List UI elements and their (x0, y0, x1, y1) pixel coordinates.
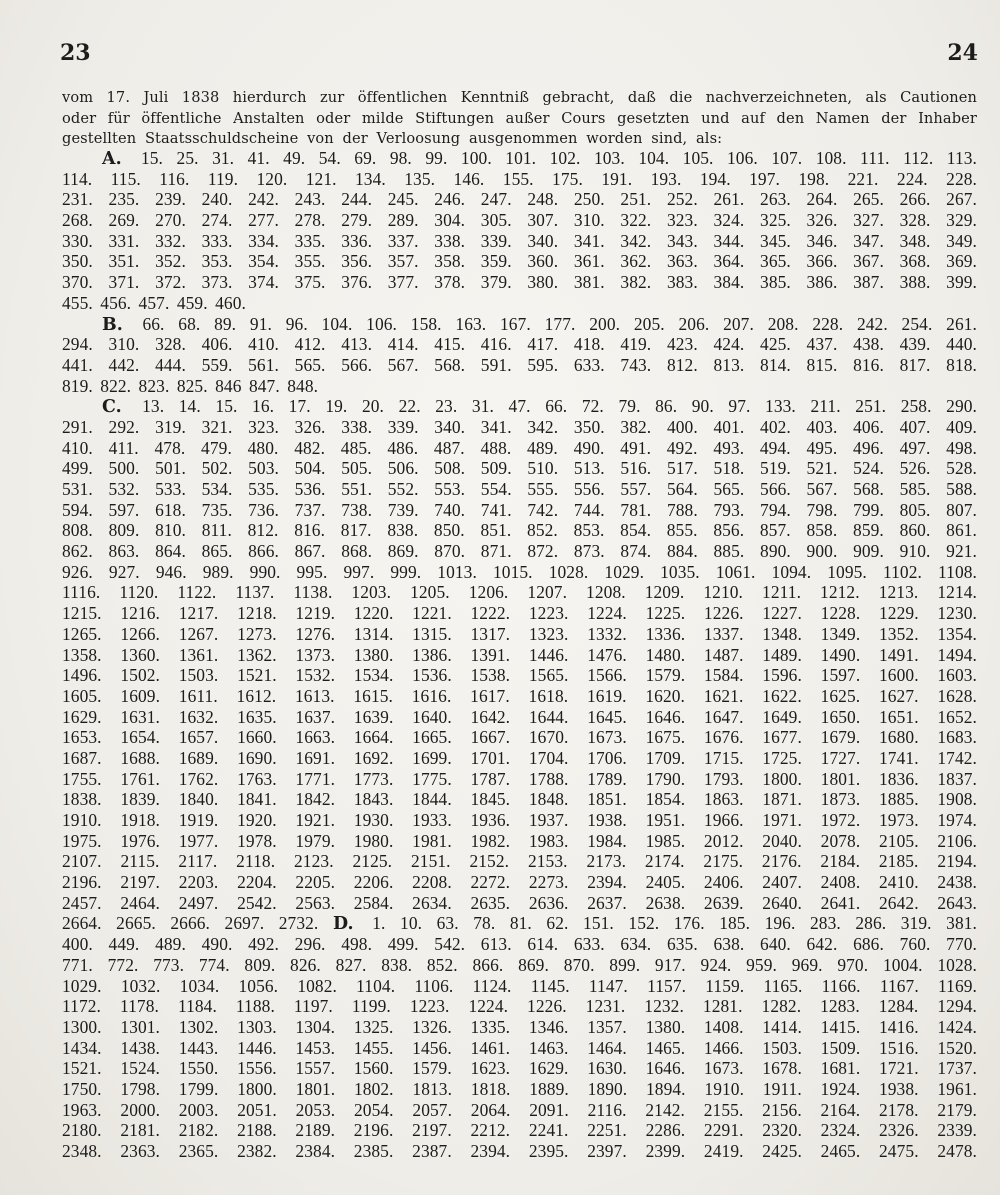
number-text: 499. 500. 501. 502. 503. 504. 505. 506. 508. 509. 510. 513. 516. 517. 518. 519. 521. 524. 526. 528. (62, 458, 977, 479)
number-line (62, 934, 977, 955)
number-text: 1265. 1266. 1267. 1273. 1276. 1314. 1315. 1317. 1323. 1332. 1336. 1337. 1348. 1349. 1352. 1354. (62, 623, 977, 644)
number-text: 1750. 1798. 1799. 1800. 1801. 1802. 1813. 1818. 1889. 1890. 1894. 1910. 1911. 1924. 1938. 1961. (62, 1078, 977, 1099)
number-text: 1215. 1216. 1217. 1218. 1219. 1220. 1221. 1222. 1223. 1224. 1225. 1226. 1227. 1228. 1229. 1230. (62, 603, 977, 624)
number-text: 1910. 1918. 1919. 1920. 1921. 1930. 1933. 1936. 1937. 1938. 1951. 1966. 1971. 1972. 1973. 1974. (62, 810, 977, 830)
number-line (62, 251, 977, 272)
number-text: 2107. 2115. 2117. 2118. 2123. 2125. 2151. 2152. 2153. 2173. 2174. 2175. 2176. 2184. 2185. 2194. (62, 851, 977, 872)
number-line (62, 1141, 977, 1162)
number-text: 13. 14. 15. 16. 17. 19. 20. 22. 23. 31. 47. 66. 72. 79. 86. 90. 97. 133. 211. 251. 258. 290. (142, 396, 977, 417)
number-text: 1755. 1761. 1762. 1763. 1771. 1773. 1775. 1787. 1788. 1789. 1790. 1793. 1800. 1801. 1836. 1837. (62, 768, 977, 789)
number-line (62, 707, 977, 728)
number-line (62, 189, 977, 210)
number-line (62, 645, 977, 666)
number-line (62, 893, 977, 914)
number-text: 15. 25. 31. 41. 49. 54. 69. 98. 99. 100. 101. 102. 103. 104. 105. 106. 107. 108. 111. 112. 113. (140, 148, 977, 168)
number-line (62, 789, 977, 810)
number-text: 808. 809. 810. 811. 812. 816. 817. 838. 850. 851. 852. 853. 854. 855. 856. 857. 858. 859. 860. 861. (62, 520, 977, 541)
number-text: 268. 269. 270. 274. 277. 278. 279. 289. 304. 305. 307. 310. 322. 323. 324. 325. 326. 327. 328. 329. (62, 210, 977, 231)
number-line (62, 231, 977, 252)
number-line (62, 479, 977, 500)
number-line (62, 727, 977, 748)
page-number-right: 24 (947, 40, 978, 66)
number-text: 441. 442. 444. 559. 561. 565. 566. 567. 568. 591. 595. 633. 743. 812. 813. 814. 815. 816. 817. 818. (62, 354, 977, 375)
number-text: 294. 310. 328. 406. 410. 412. 413. 414. 415. 416. 417. 418. 419. 423. 424. 425. 437. 438. 439. 440. (62, 334, 977, 355)
number-line (62, 996, 977, 1017)
intro-line: gestellten Staatsschuldscheine von der Verloosung ausgenommen worden sind, als: (62, 130, 723, 148)
number-line (62, 520, 977, 541)
number-text: 1838. 1839. 1840. 1841. 1842. 1843. 1844. 1845. 1848. 1851. 1854. 1863. 1871. 1873. 1885. 1908. (62, 789, 977, 810)
number-line (62, 1100, 977, 1121)
number-text: 2457. 2464. 2497. 2542. 2563. 2584. 2634. 2635. 2636. 2637. 2638. 2639. 2640. 2641. 2642. 2643. (62, 892, 977, 913)
number-line (62, 314, 977, 335)
number-text: 370. 371. 372. 373. 374. 375. 376. 377. 378. 379. 380. 381. 382. 383. 384. 385. 386. 387. 388. 399. (62, 272, 977, 293)
section-label: D. (332, 914, 354, 935)
number-line (62, 417, 977, 438)
number-line (62, 851, 977, 872)
number-line (62, 334, 977, 355)
number-line (62, 355, 977, 376)
number-text: 455. 456. 457. 459. 460. (62, 292, 246, 313)
number-text: 1496. 1502. 1503. 1521. 1532. 1534. 1536. 1538. 1565. 1566. 1579. 1584. 1596. 1597. 1600. 1603. (62, 665, 977, 686)
section-label: C. (102, 397, 139, 418)
number-line (62, 831, 977, 852)
number-text: 1. 10. 63. 78. 81. 62. 151. 152. 176. 185. 196. 283. 286. 319. 381. (372, 913, 977, 934)
number-line (62, 438, 977, 459)
number-text: 1521. 1524. 1550. 1556. 1557. 1560. 1579. 1623. 1629. 1630. 1646. 1673. 1678. 1681. 1721. 1737. (62, 1058, 977, 1079)
number-text: 2196. 2197. 2203. 2204. 2205. 2206. 2208. 2272. 2273. 2394. 2405. 2406. 2407. 2408. 2410. 2438. (62, 872, 977, 893)
number-text: 410. 411. 478. 479. 480. 482. 485. 486. 487. 488. 489. 490. 491. 492. 493. 494. 495. 496. 497. 498. (62, 437, 977, 458)
number-text: 114. 115. 116. 119. 120. 121. 134. 135. 146. 155. 175. 191. 193. 194. 197. 198. 221. 224. 228. (62, 168, 977, 189)
number-text: 1605. 1609. 1611. 1612. 1613. 1615. 1616. 1617. 1618. 1619. 1620. 1621. 1622. 1625. 1627. 1628. (62, 685, 977, 706)
number-line (62, 1079, 977, 1100)
number-line (62, 976, 977, 997)
number-line (62, 500, 977, 521)
number-text: 66. 68. 89. 91. 96. 104. 106. 158. 163. 167. 177. 200. 205. 206. 207. 208. 228. 242. 254. 261. (142, 313, 978, 334)
number-line (62, 376, 977, 397)
intro-line: vom 17. Juli 1838 hierdurch zur öffentlichen Kenntniß gebracht, daß die nachverzeichneten, als Cautionen (62, 89, 977, 106)
number-text: 350. 351. 352. 353. 354. 355. 356. 357. 358. 359. 360. 361. 362. 363. 364. 365. 366. 367. 368. 369. (62, 251, 977, 272)
number-text: 819. 822. 823. 825. 846 847. 848. (62, 375, 319, 396)
number-text: 531. 532. 533. 534. 535. 536. 551. 552. 553. 554. 555. 556. 557. 564. 565. 566. 567. 568. 585. 588. (62, 479, 977, 499)
number-line (62, 582, 977, 603)
number-text: 1116. 1120. 1122. 1137. 1138. 1203. 1205. 1206. 1207. 1208. 1209. 1210. 1211. 1212. 1213. 1214. (62, 582, 977, 603)
number-line (62, 1017, 977, 1038)
number-text: 1358. 1360. 1361. 1362. 1373. 1380. 1386. 1391. 1446. 1476. 1480. 1487. 1489. 1490. 1491. 1494. (62, 644, 977, 665)
number-text: 1975. 1976. 1977. 1978. 1979. 1980. 1981. 1982. 1983. 1984. 1985. 2012. 2040. 2078. 2105. 2106. (62, 830, 977, 851)
number-text: 2348. 2363. 2365. 2382. 2384. 2385. 2387. 2394. 2395. 2397. 2399. 2419. 2425. 2465. 2475. 2478. (62, 1141, 977, 1161)
number-text: 330. 331. 332. 333. 334. 335. 336. 337. 338. 339. 340. 341. 342. 343. 344. 345. 346. 347. 348. 349. (62, 230, 977, 251)
number-text: 291. 292. 319. 321. 323. 326. 338. 339. 340. 341. 342. 350. 382. 400. 401. 402. 403. 406. 407. 409. (62, 416, 977, 437)
number-line (62, 148, 977, 169)
page-number-left: 23 (60, 40, 91, 66)
number-line (62, 686, 977, 707)
number-list (62, 148, 977, 1162)
number-text: 1172. 1178. 1184. 1188. 1197. 1199. 1223. 1224. 1226. 1231. 1232. 1281. 1282. 1283. 1284. 1294. (62, 996, 977, 1017)
number-text: 1434. 1438. 1443. 1446. 1453. 1455. 1456. 1461. 1463. 1464. 1465. 1466. 1503. 1509. 1516. 1520. (62, 1037, 977, 1058)
number-text: 2664. 2665. 2666. 2697. 2732. (62, 913, 319, 934)
number-line (62, 810, 977, 831)
number-line (62, 541, 977, 562)
section-label: B. (102, 314, 139, 335)
number-text: 1629. 1631. 1632. 1635. 1637. 1639. 1640. 1642. 1644. 1645. 1646. 1647. 1649. 1650. 1651. 1652. (62, 706, 977, 727)
number-text: 2180. 2181. 2182. 2188. 2189. 2196. 2197. 2212. 2241. 2251. 2286. 2291. 2320. 2324. 2326. 2339. (62, 1120, 977, 1141)
number-line (62, 913, 977, 934)
number-text: 1653. 1654. 1657. 1660. 1663. 1664. 1665. 1667. 1670. 1673. 1675. 1676. 1677. 1679. 1680. 1683. (62, 727, 977, 748)
number-text: 1300. 1301. 1302. 1303. 1304. 1325. 1326. 1335. 1346. 1357. 1380. 1408. 1414. 1415. 1416. 1424. (62, 1016, 977, 1037)
number-line (62, 458, 977, 479)
number-text: 862. 863. 864. 865. 866. 867. 868. 869. 870. 871. 872. 873. 874. 884. 885. 890. 900. 909. 910. 921. (62, 541, 977, 562)
number-text: 771. 772. 773. 774. 809. 826. 827. 838. 852. 866. 869. 870. 899. 917. 924. 959. 969. 970. 1004. 1028. (62, 954, 977, 975)
number-line (62, 293, 977, 314)
section-label: A. (102, 149, 137, 169)
number-line (62, 1120, 977, 1141)
number-text: 231. 235. 239. 240. 242. 243. 244. 245. 246. 247. 248. 250. 251. 252. 261. 263. 264. 265. 266. 267. (62, 189, 977, 210)
number-line (62, 603, 977, 624)
number-line (62, 955, 977, 976)
number-line (62, 769, 977, 790)
number-line (62, 624, 977, 645)
number-text: 1029. 1032. 1034. 1056. 1082. 1104. 1106. 1124. 1145. 1147. 1157. 1159. 1165. 1166. 1167. 1169. (62, 975, 977, 996)
number-line (62, 1058, 977, 1079)
number-text: 926. 927. 946. 989. 990. 995. 997. 999. 1013. 1015. 1028. 1029. 1035. 1061. 1094. 1095. 1102. 1108. (62, 561, 977, 582)
number-line (62, 748, 977, 769)
number-text: 1963. 2000. 2003. 2051. 2053. 2054. 2057. 2064. 2091. 2116. 2142. 2155. 2156. 2164. 2178. 2179. (62, 1099, 977, 1120)
number-line (62, 665, 977, 686)
number-text: 400. 449. 489. 490. 492. 296. 498. 499. 542. 613. 614. 633. 634. 635. 638. 640. 642. 686. 760. 770. (62, 934, 977, 955)
number-line (62, 272, 977, 293)
number-line (62, 169, 977, 190)
number-text: 1687. 1688. 1689. 1690. 1691. 1692. 1699. 1701. 1704. 1706. 1709. 1715. 1725. 1727. 1741. 1742. (62, 747, 977, 768)
intro-paragraph (62, 88, 977, 150)
number-line (62, 210, 977, 231)
number-line (62, 1038, 977, 1059)
number-line (62, 396, 977, 417)
intro-line: oder für öffentliche Anstalten oder milde Stiftungen außer Cours gesetzten und auf den Namen der Inhaber (62, 109, 977, 127)
number-line (62, 562, 977, 583)
number-line (62, 872, 977, 893)
number-text: 594. 597. 618. 735. 736. 737. 738. 739. 740. 741. 742. 744. 781. 788. 793. 794. 798. 799. 805. 807. (62, 499, 977, 520)
